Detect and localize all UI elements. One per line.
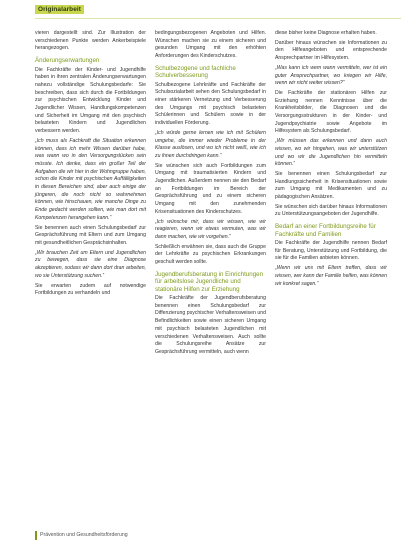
paragraph: Die Fachkräfte der Kinder- und Jugendhilfe haben in ihren zentralen Änderungserwartungen nahezu vollständige Schulungsbedarfe: Sie beschreiben, dass sich durch die Fortbildungen zur psychischen Entwicklung Kinder und Jugendlicher Wissen, Handlungskompetenzen und Sicherheit im Umgang mit den psychisch belasteten Kindern und Jugendlichen verbessern werden. (35, 66, 146, 135)
paragraph: bedingungsbezogenen Angeboten und Hilfen. Wünschen machen sie zu einem sicheren und gesunden Umgang mit den erhöhten Anforderungen des Kinderschutzes. (155, 30, 266, 60)
text-column-1 (35, 30, 146, 300)
quote-paragraph: „Ich wünsche mir, dass wir wissen, wie wir reagieren, wenn wir etwas vermuten, was wir dann machen, wie wir vorgehen.“ (155, 218, 266, 240)
text-column-3 (275, 30, 387, 290)
paragraph: Schließlich erwähnen sie, dass auch die Gruppe der Lehrkräfte zu psychischen Erkrankungen geschult werden sollte. (155, 243, 266, 266)
paragraph: Sie wünschen sich darüber hinaus Informationen zu Unterstützungsangeboten der Jugendhilfe. (275, 203, 387, 218)
paragraph: Die Fachkräfte der stationären Hilfen zur Erziehung nennen Kenntnisse über die Krankheitsbilder, die Diagnosen und die Versorgungsstrukturen in der Kinder- und Jugendpsychiatrie sowie Angebote im Hilfesystem als Schulungsbedarf. (275, 89, 387, 135)
paragraph: Sie benennen auch einen Schulungsbedarf zur Gesprächsführung mit Eltern und zum Umgang mit gesundheitlichen Gesprächsinhalten. (35, 224, 146, 246)
paragraph: Sie erwarten zudem auf notwendige Fortbildungen zu verhandeln und (35, 282, 146, 297)
footer-text: Prävention und Gesundheitsförderung (40, 532, 128, 538)
paragraph: Schulbezogene Lehrkräfte und Fachkräfte der Schulsozialarbeit sehen den Schulungsbedarf in einer stärkeren Vernetzung und Verbesserung des Umgangs mit psychisch belasteten Schülerinnen und Schülern sowie in der individuellen Förderung. (155, 81, 266, 127)
quote-paragraph: „Ich würde gerne lernen wie ich mit Schülern umgehe, die immer wieder Probleme in der Klasse auslösen, und wo ich nicht weiß, wie ich zu ihnen durchdringen kann.“ (155, 129, 266, 159)
paragraph: Sie wünschen sich auch Fortbildungen zum Umgang mit traumatisierten Kindern und Jugendlichen. Außerdem nennen sie den Bedarf an Fortbildungen im Bereich der Gesprächsführung und zu einem sicheren Umgang mit den zunehmenden Krisensituationen des Kinderschutzes. (155, 162, 266, 215)
quote-paragraph: „Wir brauchen Zeit um Eltern und Jugendlichen zu bewegen, dass sie eine Diagnose akzeptieren, sodass wir dann dort dran arbeiten, wo sie Unterstützung suchen.“ (35, 249, 146, 279)
section-heading: Bedarf an einer Fortbildungsreihe für Fachkräfte und Familien (275, 223, 376, 238)
footer-accent-bar (35, 531, 37, 540)
quote-paragraph: „Wir müssen das erkennen und dann auch wissen, wo wir hingehen, was wir unterstützen und wo wir die Jugendlichen hin vermitteln können.“ (275, 138, 387, 168)
paragraph: diese bisher keine Diagnose erhalten haben. (275, 30, 377, 36)
section-tag: Originalarbeit (35, 5, 84, 14)
paragraph: vieren dargestellt sind. Zur Illustration der verschiedenen Punkte werden Ankerbeispiele herangezogen. (35, 30, 146, 52)
section-heading: Änderungserwartungen (35, 57, 100, 65)
quote-paragraph: „Wenn wir uns mit Eltern treffen, dass wir wissen, wer kann der Familie helfen, was können wir konkret sagen.“ (275, 265, 388, 287)
section-heading: Jugendberufsberatung in Einrichtungen für arbeitslose Jugendliche und stationäre Hilfen zur Erziehung (155, 270, 264, 293)
section-heading: Schulbezogene und fachliche Schulverbesserung (155, 64, 236, 80)
quote-paragraph: „Ich muss als Fachkraft die Situation erkennen können, dass ich mehr Wissen darüber habe, was wann wo in den Versorgungslücken sein müsste. Ich denke, dass ein großer Teil der Aufgaben die wir hier in der Wohngruppe haben, schon die Kinder mit psychischen Auffälligkeiten in diesen Bereichen sind, aber auch einige der jüngeren, die noch nicht so wahrnehmen können, wie hinschauen, wie manche Dinge zu Ende gedacht werden sollten, wie man dort mit Kompetenzen herangehen kann.“ (35, 137, 146, 221)
quote-paragraph: „Was kann ich wem wann vermitteln, wer ist ein guter Ansprechpartner, wo kriegen wir Hilfe, wenn wir nicht weiter wissen?“ (275, 64, 387, 87)
paragraph: Sie benennen einen Schulungsbedarf zur Handlungssicherheit in Krisensituationen sowie zum Umgang mit Medikamenten und zu pädagogischen Ansätzen. (275, 170, 387, 201)
paragraph: Darüber hinaus wünschen sie Informationen zu den Hilfeangeboten und entsprechende Ansprechpartner im Hilfesystem. (275, 39, 387, 62)
header-rule (35, 18, 401, 19)
text-column-2 (155, 30, 266, 359)
page-footer (35, 531, 128, 540)
paragraph: Die Fachkräfte der Jugendhilfe nennen Bedarf für Beratung, Unterstützung und Fortbildung, die sie für die Familien anbieten können. (275, 239, 387, 262)
paragraph: Die Fachkräfte der Jugendberufsberatung benennen einen Schulungsbedarf zur Diffenzierung psychischer Verhaltensweisen und Befindlichkeiten sowie einen sicheren Umgang mit psychisch belasteten Jugendlichen mit verschiedenen Verhaltensweisen. Auch sollte die Schulungsreihe Ansätze zur Gesprächsführung vermitteln, auch wenn (155, 295, 266, 355)
page-header (0, 0, 413, 14)
